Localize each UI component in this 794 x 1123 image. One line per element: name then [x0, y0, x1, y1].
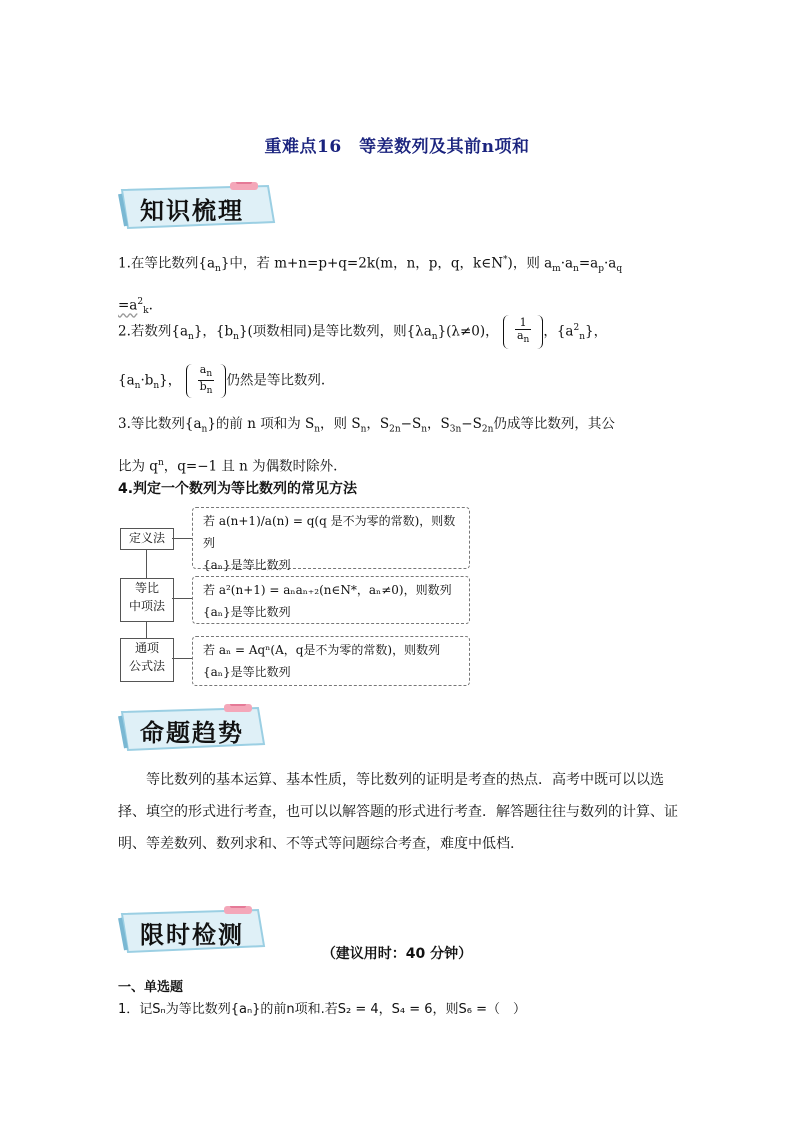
connector-3 [172, 658, 192, 659]
time-hint: （建议用时：40 分钟） [321, 946, 473, 962]
method-geometric-mean: 等比 中项法 [120, 578, 174, 622]
banner-knowledge [118, 182, 276, 230]
question-1: 1．记Sₙ为等比数列{aₙ}的前n项和.若S₂ = 4，S₄ = 6，则S₆ =（ ） [118, 1002, 527, 1017]
knowledge-item-2: 2.若数列$\{a_n\}$，$\{b_n\}$(项数相同)是等比数列，则$\{\lambda a_n\}(\lambda\ne 0)$， $\frac{1}{a_n}$ ，$\{a^2_n\}$， [118, 312, 678, 354]
connector-1 [172, 538, 192, 539]
method-definition-desc: 若 a(n+1)/a(n) = q(q 是不为零的常数)，则数列 {aₙ}是等比数列 [192, 507, 470, 569]
connector-vertical-1 [146, 548, 147, 578]
banner-trend [118, 704, 266, 752]
connector-2 [172, 598, 192, 599]
knowledge-item-1: 1.在等比数列$\{a_n\}$中，若 m+n=p+q=2k(m，n，p，q，k∈N*)，则 $a_m\cdot a_n=a_p\cdot a_q$ $=a^2_k$. [118, 255, 623, 317]
methods-heading: 4.判定一个数列为等比数列的常见方法 [118, 481, 358, 497]
connector-vertical-2 [146, 620, 147, 638]
banner-trend-label: 命题趋势 [140, 718, 244, 747]
page-title: 重难点16 等差数列及其前n项和 [264, 137, 530, 157]
banner-test-label: 限时检测 [140, 920, 244, 949]
knowledge-item-3: 3.等比数列$\{a_n\}$的前 n 项和为 $S_n$，则 $S_n$，$S_{2n}-S_n$，$S_{3n}-S_{2n}$仍成等比数列，其公 比为 $q^n$，q=−1 且 n 为偶数时除外. [118, 416, 615, 475]
method-general-formula-desc: 若 aₙ = Aqⁿ(A，q是不为零的常数)，则数列 {aₙ}是等比数列 [192, 636, 470, 686]
method-general-formula: 通项 公式法 [120, 638, 174, 682]
banner-knowledge-label: 知识梳理 [140, 196, 244, 225]
section-heading: 一、单选题 [118, 980, 184, 995]
reciprocal-brace: $\frac{1}{a_n}$ [503, 315, 543, 349]
trend-paragraph: 等比数列的基本运算、基本性质，等比数列的证明是考查的热点．高考中既可以以选择、填空的形式进行考查，也可以以解答题的形式进行考查．解答题往往与数列的计算、证明、等差数列、数列求和、不等式等问题综合考查，难度中低档. [118, 772, 678, 852]
method-geometric-mean-desc: 若 a²(n+1) = aₙaₙ₊₂(n∈N*，aₙ≠0)，则数列 {aₙ}是等比数列 [192, 576, 470, 624]
quotient-brace: $\frac{a_n}{b_n}$ [186, 364, 227, 398]
knowledge-item-2-cont: $\{a_n\cdot b_n\}$， $\frac{a_n}{b_n}$ 仍然是等比数列. [118, 363, 326, 397]
method-definition: 定义法 [120, 528, 174, 550]
